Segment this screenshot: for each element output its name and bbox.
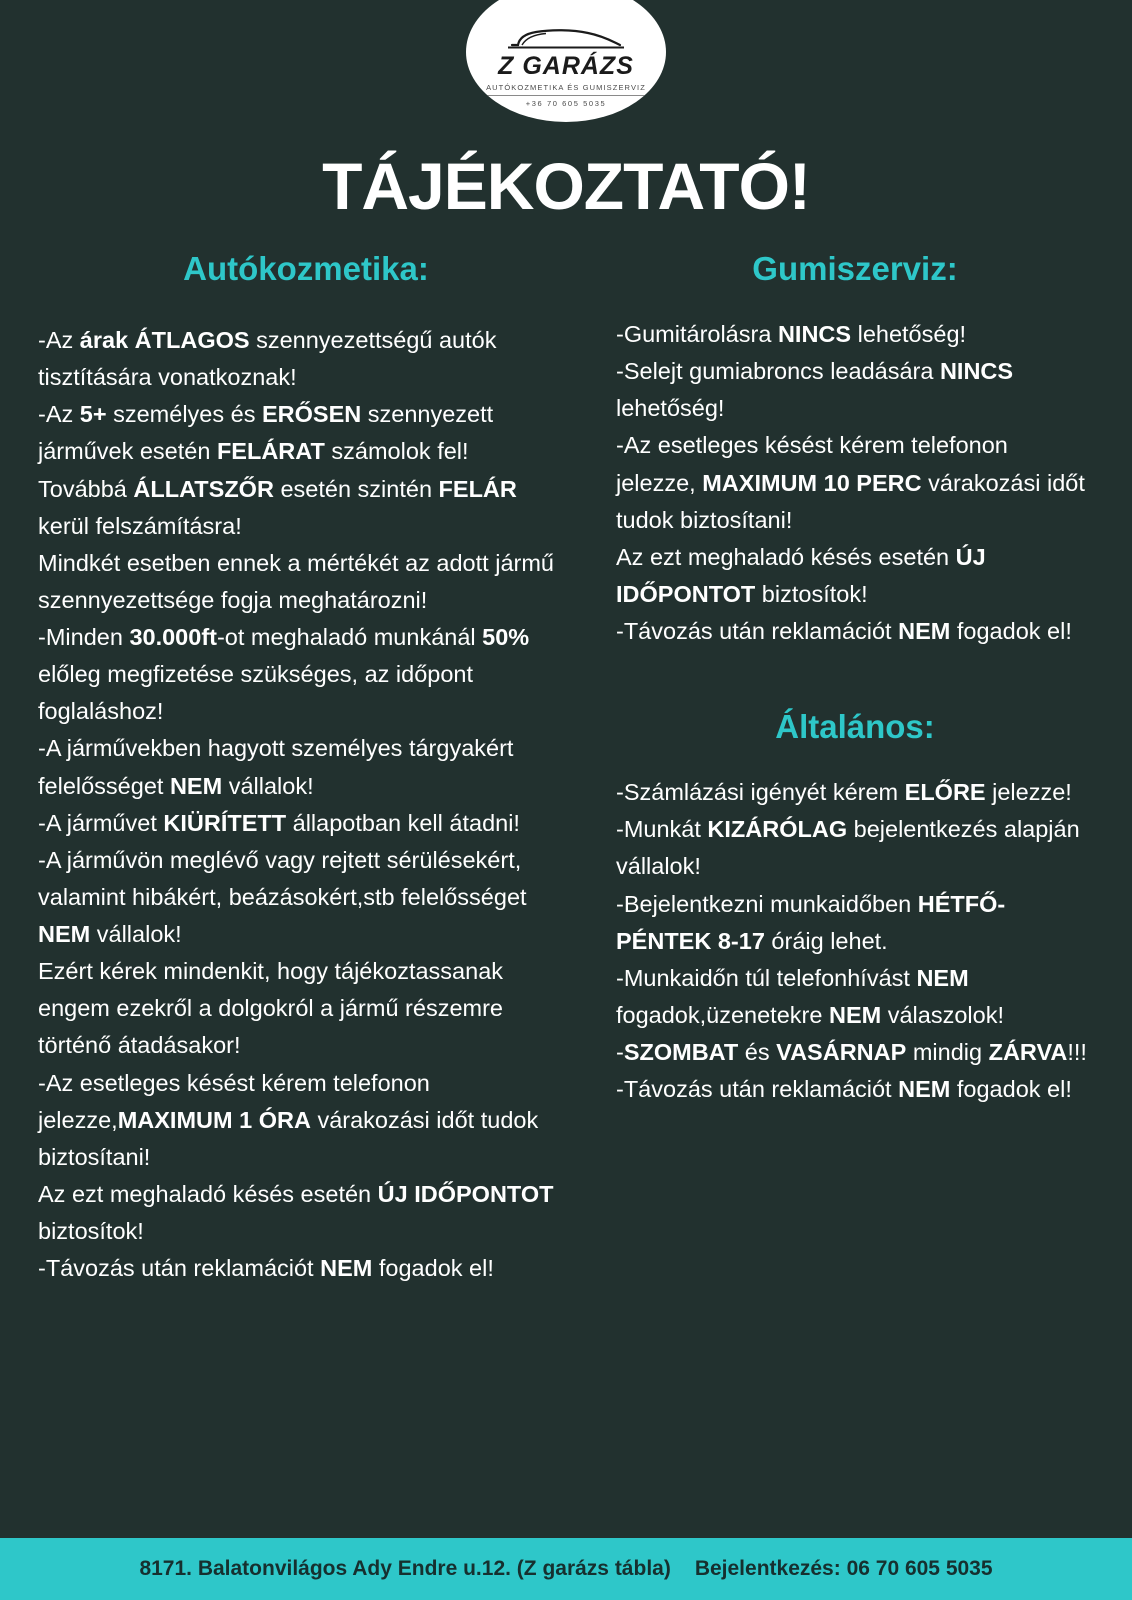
section-heading-altalanos: Általános:: [775, 708, 935, 746]
text-line: Mindkét esetben ennek a mértékét az adott jármű szennyezettsége fogja meghatározni!: [38, 549, 554, 613]
text-line: -Selejt gumiabroncs leadására NINCS lehetőség!: [616, 358, 1014, 422]
section-body-gumiszerviz: [616, 316, 1094, 650]
content-columns: [0, 250, 1132, 1287]
section-body-altalanos: [616, 774, 1094, 1108]
section-heading-gumiszerviz: Gumiszerviz:: [752, 250, 958, 287]
text-line: Ezért kérek mindenkit, hogy tájékoztassanak engem ezekről a dolgokról a jármű részemre történő átadásakor!: [38, 958, 504, 1059]
text-line: -Távozás után reklamációt NEM fogadok el!: [616, 618, 1072, 644]
text-line: -Számlázási igényét kérem ELŐRE jelezze!: [616, 779, 1072, 806]
text-line: -Az esetleges késést kérem telefonon jelezze, MAXIMUM 10 PERC várakozási időt tudok biztosítani!: [616, 432, 1085, 533]
text-line: -SZOMBAT és VASÁRNAP mindig ZÁRVA!!!: [616, 1039, 1087, 1065]
section-body-autokozmetika: [38, 322, 574, 1287]
text-line: -Az esetleges késést kérem telefonon jelezze,MAXIMUM 1 ÓRA várakozási időt tudok biztosítani!: [38, 1069, 539, 1170]
text-line: -A járművet KIÜRÍTETT állapotban kell átadni!: [38, 809, 520, 836]
page-title: TÁJÉKOZTATÓ!: [322, 149, 810, 223]
column-right: [598, 250, 1094, 1287]
text-line: -Távozás után reklamációt NEM fogadok el!: [616, 1076, 1072, 1103]
text-line: -A járművekben hagyott személyes tárgyakért felelősséget NEM vállalok!: [38, 735, 514, 799]
text-line: -Munkát KIZÁRÓLAG bejelentkezés alapján vállalok!: [616, 816, 1080, 880]
company-logo: [466, 0, 666, 122]
text-line: -Munkaidőn túl telefonhívást NEM fogadok,üzenetekre NEM válaszolok!: [616, 964, 1004, 1028]
logo-subtitle: AUTÓKOZMETIKA ÉS GUMISZERVIZ: [486, 83, 646, 96]
text-line: -Gumitárolásra NINCS lehetőség!: [616, 321, 967, 347]
footer-address: 8171. Balatonvilágos Ady Endre u.12. (Z garázs tábla): [139, 1557, 671, 1580]
text-line: -Az árak ÁTLAGOS szennyezettségű autók tisztítására vonatkoznak!: [38, 327, 497, 391]
logo-phone: +36 70 605 5035: [525, 99, 607, 108]
column-left: [38, 250, 598, 1287]
text-line: -Az 5+ személyes és ERŐSEN szennyezett járművek esetén FELÁRAT számolok fel!: [38, 401, 494, 465]
section-heading-autokozmetika: Autókozmetika:: [183, 250, 429, 287]
logo-name: Z GARÁZS: [498, 52, 634, 80]
text-line: Továbbá ÁLLATSZŐR esetén szintén FELÁR kerül felszámításra!: [38, 475, 517, 539]
text-line: -Bejelentkezni munkaidőben HÉTFŐ-PÉNTEK 8-17 óráig lehet.: [616, 890, 1006, 954]
footer-bar: [0, 1538, 1132, 1600]
text-line: -A járművön meglévő vagy rejtett sérülésekért, valamint hibákért, beázásokért,stb felelősséget NEM vállalok!: [38, 846, 527, 947]
footer-booking: Bejelentkezés: 06 70 605 5035: [694, 1557, 993, 1580]
car-icon: [506, 26, 626, 52]
text-line: -Minden 30.000ft-ot meghaladó munkánál 50% előleg megfizetése szükséges, az időpont foglaláshoz!: [38, 624, 530, 725]
text-line: Az ezt meghaladó késés esetén ÚJ IDŐPONTOT biztosítok!: [616, 543, 986, 607]
text-line: -Távozás után reklamációt NEM fogadok el!: [38, 1255, 494, 1282]
text-line: Az ezt meghaladó késés esetén ÚJ IDŐPONTOT biztosítok!: [38, 1180, 554, 1244]
